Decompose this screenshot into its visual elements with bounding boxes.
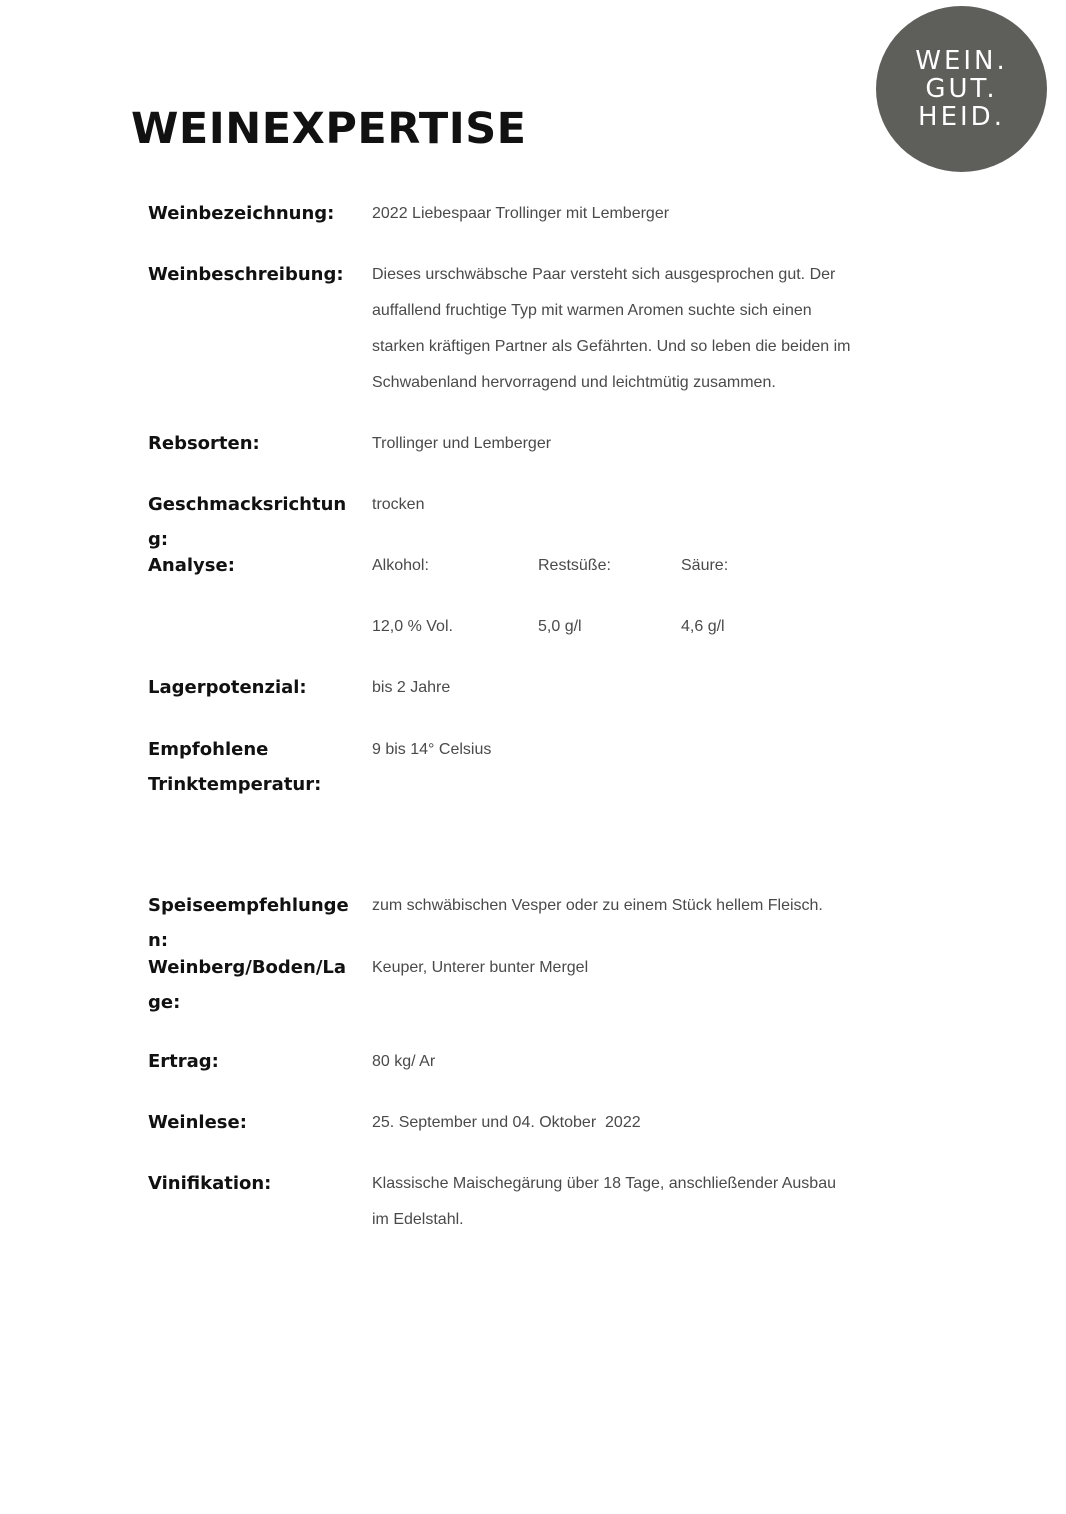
analyse-saeure-label: Säure: [681, 557, 729, 574]
logo-line-2: GUT. [925, 74, 998, 104]
page-title: WEINEXPERTISE [131, 104, 527, 154]
value-ertrag: 80 kg/ Ar [372, 1053, 436, 1070]
logo-line-3: HEID. [918, 102, 1005, 132]
label-vinifikation: Vinifikation: [148, 1173, 272, 1194]
label-ertrag: Ertrag: [148, 1051, 219, 1072]
value-speiseempfehlungen: zum schwäbischen Vesper oder zu einem Stück hellem Fleisch. [372, 897, 823, 914]
analyse-restsuesse-value: 5,0 g/l [538, 618, 582, 635]
value-lagerpotenzial: bis 2 Jahre [372, 679, 451, 696]
label-weinbeschreibung: Weinbeschreibung: [148, 264, 344, 285]
weingut-heid-logo [876, 6, 1047, 172]
label-analyse: Analyse: [148, 555, 235, 576]
value-weinlese: 25. September und 04. Oktober 2022 [372, 1114, 641, 1131]
label-rebsorten: Rebsorten: [148, 433, 260, 454]
value-weinbezeichnung: 2022 Liebespaar Trollinger mit Lemberger [372, 205, 670, 222]
analyse-alkohol-label: Alkohol: [372, 557, 429, 574]
label-geschmacksrichtung: Geschmacksrichtung: [148, 494, 347, 550]
value-weinbeschreibung: Dieses urschwäbsche Paar versteht sich ausgesprochen gut. Der auffallend fruchtige Typ mit warmen Aromen suchte sich einen starken kräftigen Partner als Gefährten. Und so leben die beiden im Schwabenland hervorragend und leichtmütig zusammen. [372, 266, 851, 391]
label-weinlese: Weinlese: [148, 1112, 247, 1133]
value-weinberg-boden-lage: Keuper, Unterer bunter Mergel [372, 959, 589, 976]
label-speiseempfehlungen: Speiseempfehlungen: [148, 895, 349, 951]
value-geschmacksrichtung: trocken [372, 496, 425, 513]
label-lagerpotenzial: Lagerpotenzial: [148, 677, 307, 698]
label-weinberg-boden-lage: Weinberg/Boden/Lage: [148, 957, 347, 1013]
label-trinktemperatur: Empfohlene Trinktemperatur: [148, 739, 322, 795]
analyse-alkohol-value: 12,0 % Vol. [372, 618, 453, 635]
value-trinktemperatur: 9 bis 14° Celsius [372, 741, 492, 758]
value-vinifikation: Klassische Maischegärung über 18 Tage, anschließender Ausbau im Edelstahl. [372, 1175, 836, 1228]
label-weinbezeichnung: Weinbezeichnung: [148, 203, 335, 224]
analyse-saeure-value: 4,6 g/l [681, 618, 725, 635]
logo-line-1: WEIN. [915, 46, 1008, 76]
analyse-restsuesse-label: Restsüße: [538, 557, 611, 574]
value-rebsorten: Trollinger und Lemberger [372, 435, 552, 452]
